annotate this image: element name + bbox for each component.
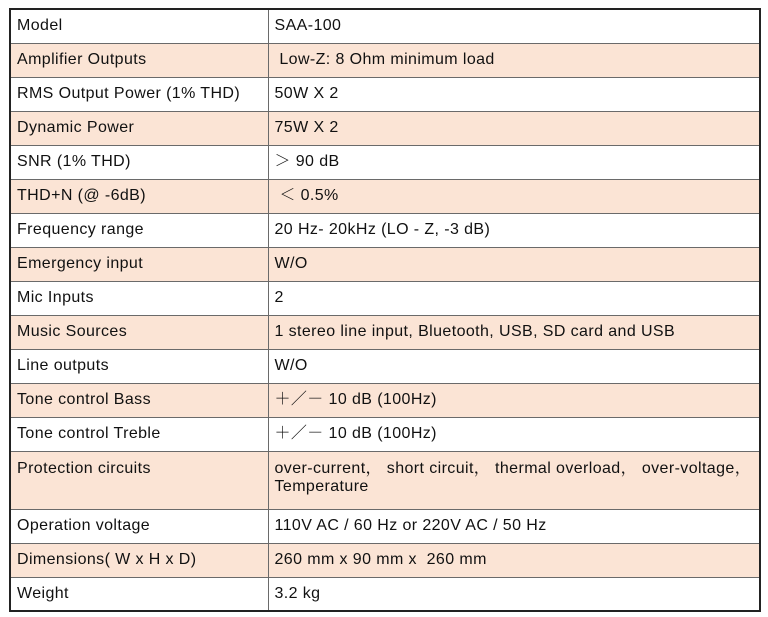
table-row <box>10 43 760 77</box>
spec-label: Mic Inputs <box>10 281 268 315</box>
table-row <box>10 111 760 145</box>
table-row <box>10 179 760 213</box>
spec-label: Frequency range <box>10 213 268 247</box>
spec-label: Music Sources <box>10 315 268 349</box>
spec-value: SAA-100 <box>268 9 760 43</box>
spec-value: 50W X 2 <box>268 77 760 111</box>
table-row <box>10 577 760 611</box>
spec-label: RMS Output Power (1% THD) <box>10 77 268 111</box>
table-row <box>10 281 760 315</box>
spec-value: ＋／－ 10 dB (100Hz) <box>268 417 760 451</box>
spec-label: Tone control Treble <box>10 417 268 451</box>
spec-value: 1 stereo line input, Bluetooth, USB, SD card and USB <box>268 315 760 349</box>
table-row <box>10 509 760 543</box>
table-row <box>10 349 760 383</box>
spec-value: 20 Hz- 20kHz (LO - Z, -3 dB) <box>268 213 760 247</box>
spec-label: Operation voltage <box>10 509 268 543</box>
spec-label: Model <box>10 9 268 43</box>
table-row <box>10 315 760 349</box>
table-row <box>10 383 760 417</box>
spec-label: SNR (1% THD) <box>10 145 268 179</box>
spec-value: ＜ 0.5% <box>268 179 760 213</box>
spec-value: W/O <box>268 349 760 383</box>
spec-value: ＞ 90 dB <box>268 145 760 179</box>
spec-label: Dimensions( W x H x D) <box>10 543 268 577</box>
spec-value: 260 mm x 90 mm x 260 mm <box>268 543 760 577</box>
table-row <box>10 247 760 281</box>
spec-label: Emergency input <box>10 247 268 281</box>
spec-label: Line outputs <box>10 349 268 383</box>
spec-label: Tone control Bass <box>10 383 268 417</box>
table-row <box>10 145 760 179</box>
spec-label: THD+N (@ -6dB) <box>10 179 268 213</box>
table-row <box>10 213 760 247</box>
spec-value: 3.2 kg <box>268 577 760 611</box>
table-row <box>10 451 760 509</box>
spec-label: Protection circuits <box>10 451 268 509</box>
spec-value: over-current， short circuit， thermal overload， over-voltage， Temperature <box>268 451 760 509</box>
table-row <box>10 543 760 577</box>
spec-label: Weight <box>10 577 268 611</box>
spec-value: ＋／－ 10 dB (100Hz) <box>268 383 760 417</box>
table-row <box>10 77 760 111</box>
spec-label: Amplifier Outputs <box>10 43 268 77</box>
table-row <box>10 9 760 43</box>
spec-value: 2 <box>268 281 760 315</box>
table-row <box>10 417 760 451</box>
spec-table <box>9 8 761 612</box>
spec-value: Low-Z: 8 Ohm minimum load <box>268 43 760 77</box>
spec-label: Dynamic Power <box>10 111 268 145</box>
spec-value: W/O <box>268 247 760 281</box>
spec-value: 75W X 2 <box>268 111 760 145</box>
spec-value: 110V AC / 60 Hz or 220V AC / 50 Hz <box>268 509 760 543</box>
